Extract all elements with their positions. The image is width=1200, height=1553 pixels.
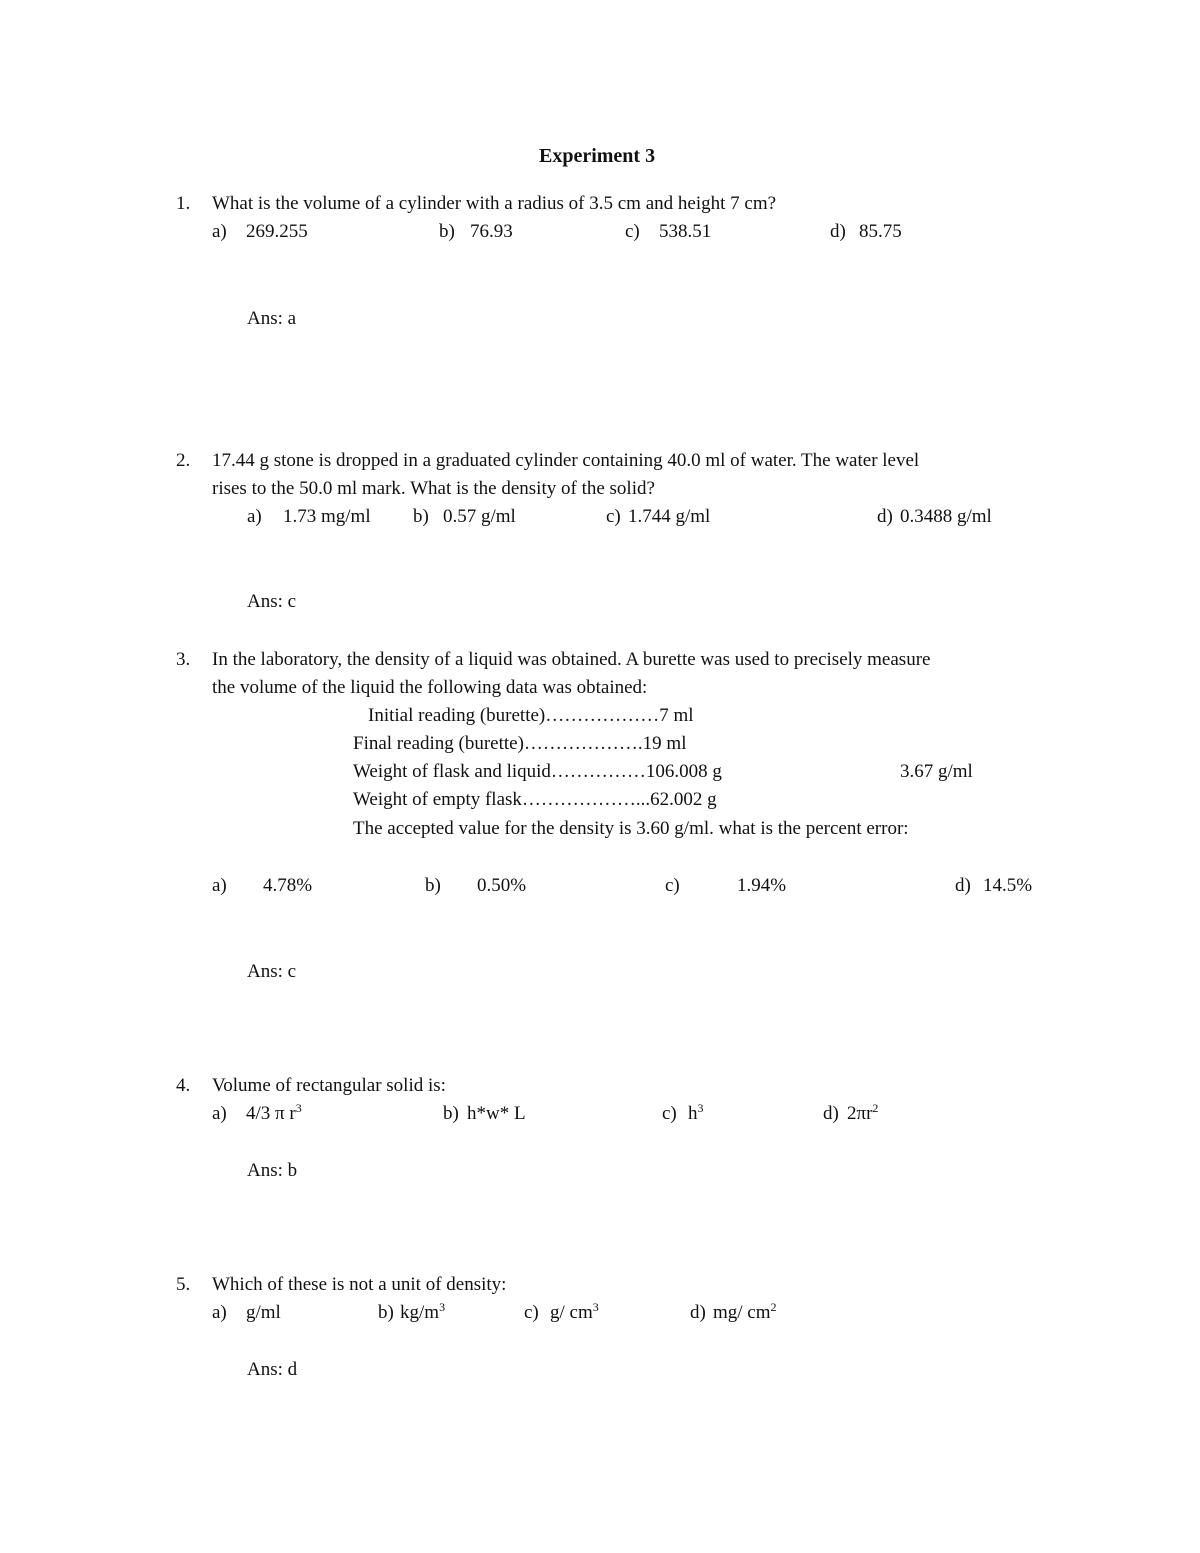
option-letter: b)	[413, 506, 429, 527]
option-value: $kg/m^3$	[400, 1300, 446, 1323]
answer: Ans: c	[247, 591, 297, 612]
question-number: 2.	[176, 450, 191, 471]
option-value: 269.255	[246, 221, 308, 242]
question-number: 3.	[176, 649, 191, 670]
option-value: 4/3 π $r^3$	[246, 1101, 302, 1124]
data-line: Initial reading (burette)………………7 ml	[368, 705, 694, 726]
option-letter: c)	[524, 1302, 539, 1323]
answer: Ans: c	[247, 961, 297, 982]
option-value: 14.5%	[983, 875, 1033, 896]
data-line: Final reading (burette)……………….19 ml	[353, 733, 687, 754]
data-line: Weight of flask and liquid……………106.008 g	[353, 761, 722, 782]
option-letter: a)	[247, 506, 262, 527]
option-value: h*w* L	[467, 1103, 526, 1124]
option-value: mg/ $cm^2$	[713, 1300, 777, 1323]
option-letter: d)	[690, 1302, 706, 1323]
question-text: Volume of rectangular solid is:	[212, 1075, 446, 1096]
data-line: The accepted value for the density is 3.60 g/ml. what is the percent error:	[353, 818, 909, 839]
option-letter: a)	[212, 221, 227, 242]
option-value: g/ml	[246, 1302, 281, 1323]
option-value: $h^3$	[688, 1101, 704, 1124]
question-number: 5.	[176, 1274, 191, 1295]
question-text: What is the volume of a cylinder with a radius of 3.5 cm and height 7 cm?	[212, 193, 777, 214]
question-text: the volume of the liquid the following data was obtained:	[212, 677, 648, 698]
option-value: 1.744 g/ml	[628, 506, 711, 527]
option-letter: a)	[212, 875, 227, 896]
option-value: 0.57 g/ml	[443, 506, 516, 527]
option-value: 4.78%	[263, 875, 313, 896]
option-value: 538.51	[659, 221, 712, 242]
option-letter: b)	[443, 1103, 459, 1124]
answer: Ans: a	[247, 308, 297, 329]
option-letter: d)	[830, 221, 846, 242]
question-text: 17.44 g stone is dropped in a graduated cylinder containing 40.0 ml of water. The water level	[212, 450, 920, 471]
option-value: $2\pi r^2$	[847, 1101, 879, 1124]
option-value: 0.3488 g/ml	[900, 506, 992, 527]
option-letter: b)	[439, 221, 455, 242]
question-number: 4.	[176, 1075, 191, 1096]
question-number: 1.	[176, 193, 191, 214]
option-value: 0.50%	[477, 875, 527, 896]
question-text: In the laboratory, the density of a liquid was obtained. A burette was used to precisely measure	[212, 649, 931, 670]
option-letter: c)	[625, 221, 640, 242]
option-value: 85.75	[859, 221, 902, 242]
option-letter: d)	[877, 506, 893, 527]
side-value: 3.67 g/ml	[900, 761, 973, 782]
option-value: 76.93	[470, 221, 513, 242]
question-text: Which of these is not a unit of density:	[212, 1274, 507, 1295]
question-text: rises to the 50.0 ml mark. What is the density of the solid?	[212, 478, 655, 499]
answer: Ans: b	[247, 1160, 298, 1181]
option-letter: c)	[662, 1103, 677, 1124]
option-value: 1.73 mg/ml	[283, 506, 371, 527]
option-letter: a)	[212, 1103, 227, 1124]
answer: Ans: d	[247, 1359, 298, 1380]
option-letter: c)	[665, 875, 680, 896]
option-letter: d)	[955, 875, 971, 896]
option-letter: b)	[378, 1302, 394, 1323]
option-value: g/ $cm^3$	[550, 1300, 599, 1323]
option-letter: a)	[212, 1302, 227, 1323]
data-line: Weight of empty flask………………...62.002 g	[353, 789, 717, 810]
option-letter: c)	[606, 506, 621, 527]
option-letter: b)	[425, 875, 441, 896]
option-letter: d)	[823, 1103, 839, 1124]
option-value: 1.94%	[737, 875, 787, 896]
page-title: Experiment 3	[539, 145, 656, 167]
